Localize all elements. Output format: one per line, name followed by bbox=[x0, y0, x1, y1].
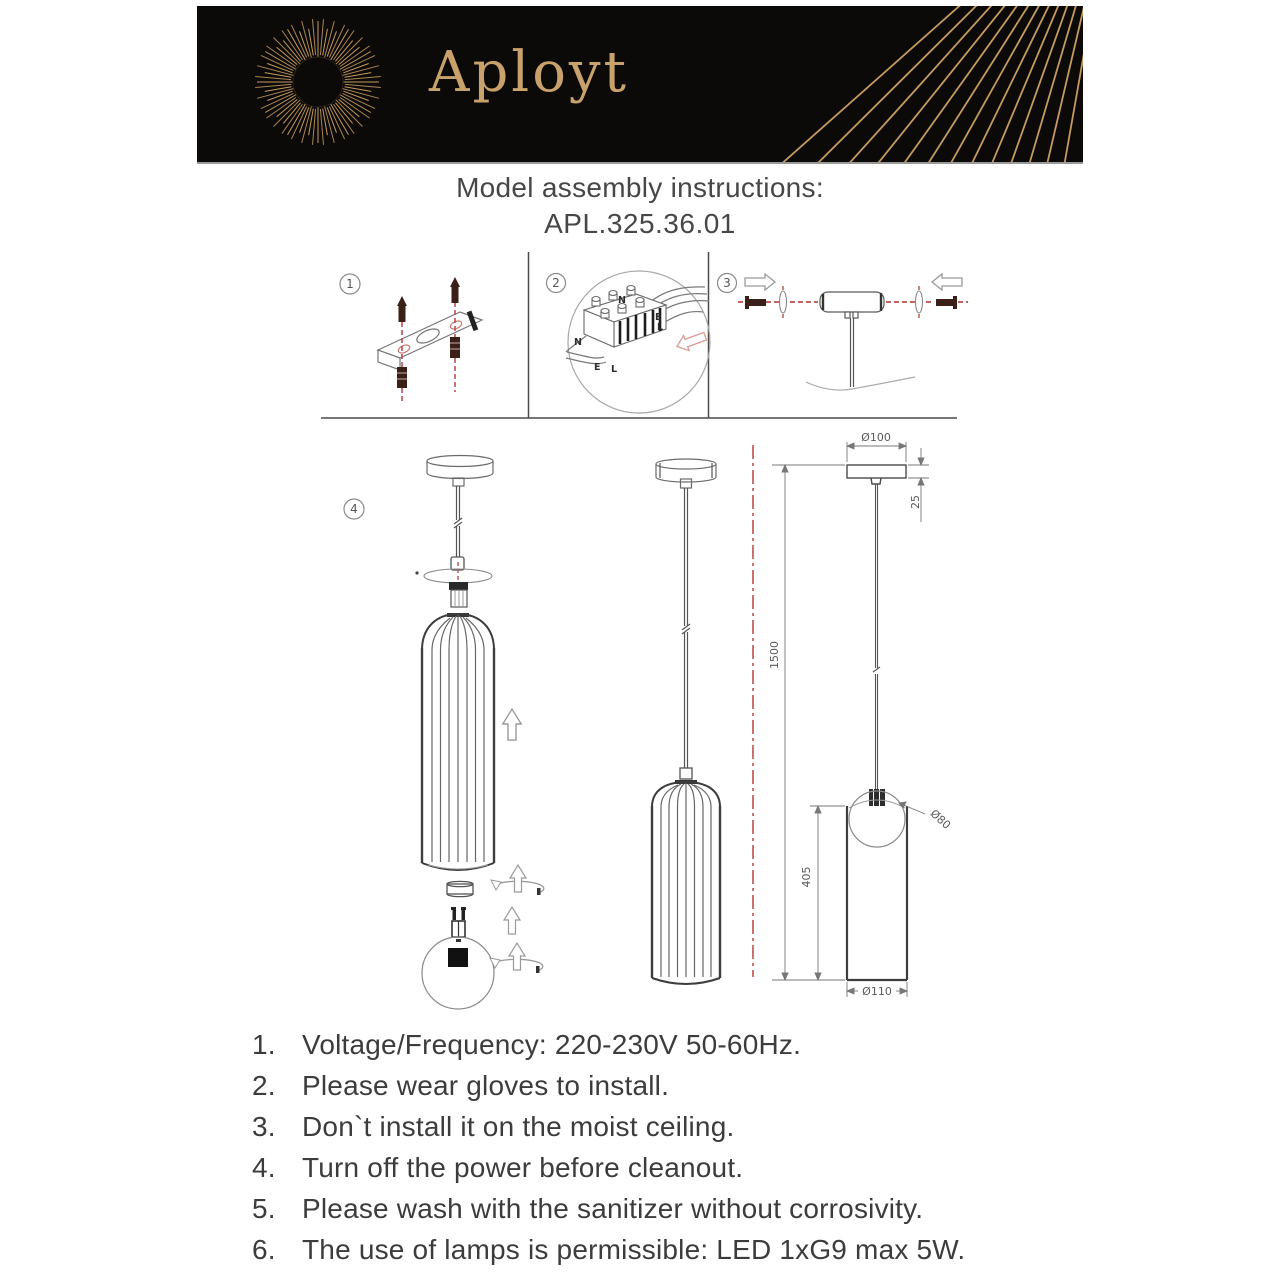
step1-panel bbox=[340, 274, 482, 402]
step1-number-badge bbox=[340, 274, 360, 294]
retainer-ring bbox=[447, 881, 473, 896]
item-text: Voltage/Frequency: 220-230V 50-60Hz. bbox=[302, 1029, 802, 1060]
dimension-lines bbox=[772, 442, 929, 997]
shade-flange bbox=[415, 569, 492, 583]
ribbed-shade-exploded bbox=[422, 613, 494, 870]
item-number: 6. bbox=[252, 1234, 276, 1265]
list-item bbox=[252, 1229, 1052, 1270]
step4-panel bbox=[344, 456, 544, 1010]
exploded-rod bbox=[454, 486, 462, 557]
item-number: 3. bbox=[252, 1111, 276, 1142]
page-title: Model assembly instructions: bbox=[456, 172, 824, 203]
list-item bbox=[252, 1024, 1052, 1065]
step3-number: 3 bbox=[723, 276, 731, 290]
list-item bbox=[252, 1188, 1052, 1229]
step2-panel bbox=[547, 271, 711, 413]
step4-number-badge bbox=[344, 499, 364, 519]
assembled-rod bbox=[682, 488, 690, 768]
dim-shade bbox=[847, 791, 907, 980]
push-left-arrow-icon bbox=[932, 274, 962, 290]
rotate-arrow-icon bbox=[490, 943, 543, 973]
item-number: 5. bbox=[252, 1193, 276, 1224]
list-item bbox=[252, 1106, 1052, 1147]
brand-name: Aployt bbox=[429, 40, 630, 105]
item-number: 4. bbox=[252, 1152, 276, 1183]
up-arrow-icon bbox=[504, 907, 520, 934]
item-text: Please wear gloves to install. bbox=[302, 1070, 670, 1101]
suspension-rod bbox=[851, 318, 854, 387]
item-text: Turn off the power before cleanout. bbox=[302, 1152, 744, 1183]
step2-number: 2 bbox=[552, 276, 560, 290]
dim-label-bulb-diameter: Ø80 bbox=[927, 806, 954, 832]
insert-direction-arrow-icon bbox=[674, 329, 708, 354]
wire-label-l-top: L bbox=[657, 322, 664, 333]
glass-sphere-bulb bbox=[422, 937, 494, 1009]
item-text: Please wash with the sanitizer without corrosivity. bbox=[302, 1193, 924, 1224]
ceiling-wavy-line bbox=[806, 377, 915, 390]
item-text: Don`t install it on the moist ceiling. bbox=[302, 1111, 735, 1142]
wire-label-l-bottom: L bbox=[611, 364, 618, 375]
assembled-canopy bbox=[656, 459, 716, 488]
dim-canopy bbox=[847, 465, 906, 484]
dimension-drawing bbox=[768, 431, 953, 998]
item-number: 2. bbox=[252, 1070, 276, 1101]
step2-number-badge bbox=[547, 274, 566, 293]
dim-label-canopy-diameter: Ø100 bbox=[861, 431, 891, 444]
exploded-canopy bbox=[427, 456, 493, 487]
model-number: APL.325.36.01 bbox=[544, 208, 736, 239]
up-arrow-icon bbox=[503, 709, 521, 740]
dim-label-canopy-height: 25 bbox=[909, 495, 922, 509]
list-item bbox=[252, 1065, 1052, 1106]
ribbed-shade-assembled bbox=[652, 780, 720, 984]
step4-number: 4 bbox=[350, 502, 358, 516]
push-right-arrow-icon bbox=[745, 274, 775, 290]
instruction-list bbox=[252, 1024, 1052, 1270]
list-item bbox=[252, 1147, 1052, 1188]
dim-label-shade-height: 405 bbox=[800, 866, 813, 888]
wire-label-e-top: E bbox=[655, 312, 662, 323]
wire-label-e-bottom: E bbox=[594, 362, 601, 373]
mounting-bracket bbox=[378, 311, 482, 370]
step1-number: 1 bbox=[346, 277, 354, 291]
item-number: 1. bbox=[252, 1029, 276, 1060]
item-text: The use of lamps is permissible: LED 1xG9 max 5W. bbox=[302, 1234, 966, 1265]
dim-rod bbox=[873, 484, 880, 789]
dim-label-overall-height: 1500 bbox=[768, 641, 781, 669]
step3-number-badge bbox=[718, 274, 737, 293]
assembled-pendant bbox=[652, 459, 720, 984]
wire-label-n-top: N bbox=[618, 295, 626, 306]
wire-label-n-left: N bbox=[574, 337, 582, 348]
lamp-socket bbox=[449, 582, 468, 607]
ceiling-canopy-side bbox=[820, 292, 884, 318]
step3-panel bbox=[718, 274, 969, 391]
rotate-arrow-icon bbox=[491, 865, 544, 895]
shade-connector bbox=[680, 768, 692, 779]
dim-label-shade-diameter: Ø110 bbox=[862, 985, 892, 998]
